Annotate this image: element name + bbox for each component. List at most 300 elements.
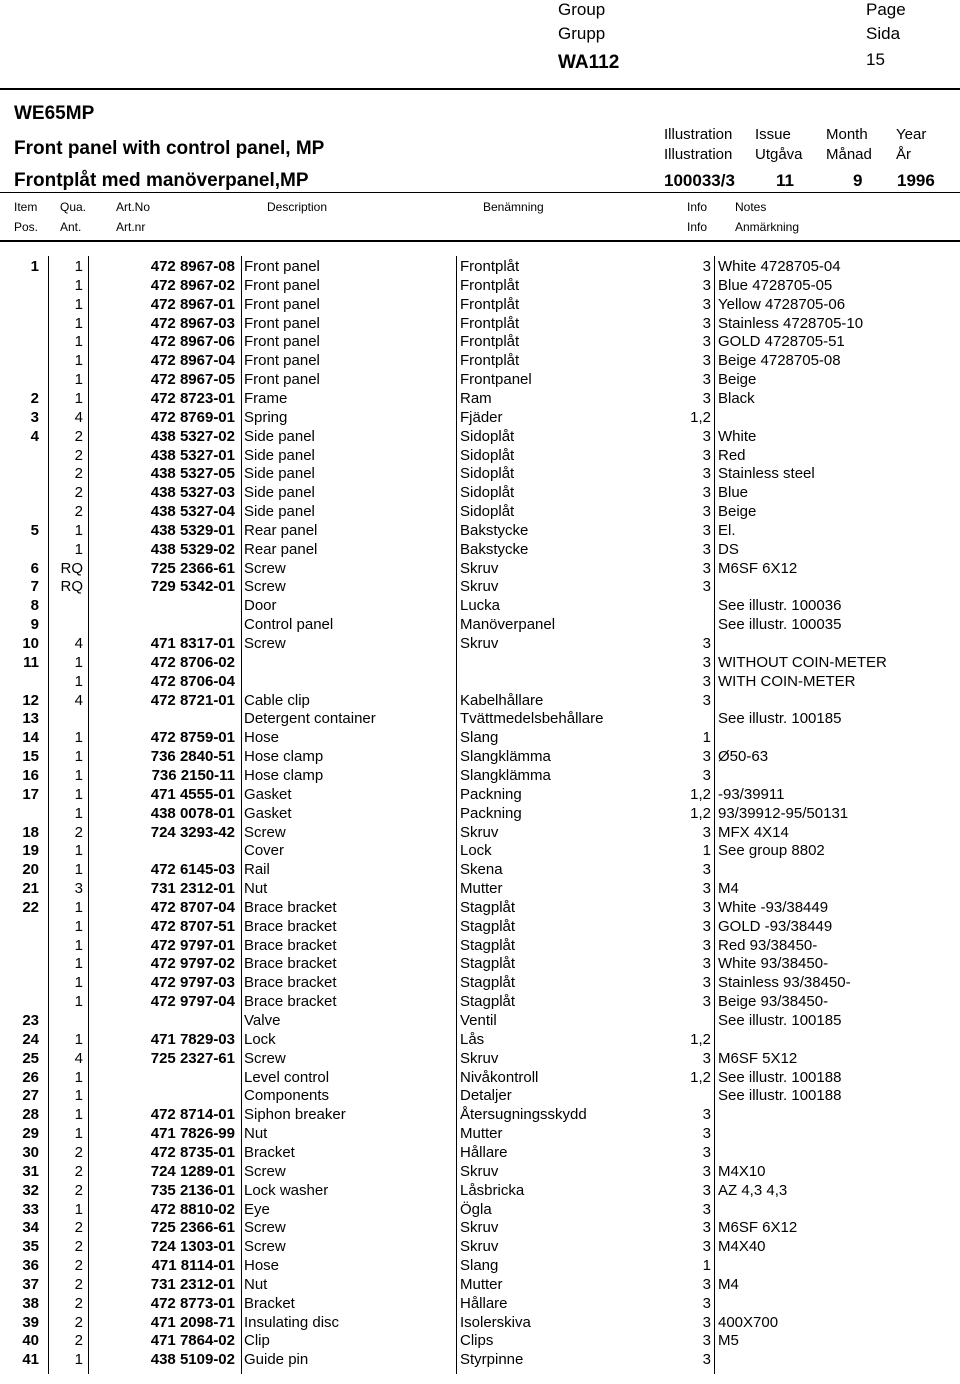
note-cell: AZ 4,3 4,3: [718, 1182, 788, 1199]
article-number-cell: 472 9797-02: [150, 955, 235, 972]
article-number-cell: 724 3293-42: [150, 824, 235, 841]
description-cell: Gasket: [244, 805, 292, 822]
info-cell: 3: [702, 1351, 711, 1368]
benamning-cell: Packning: [460, 805, 522, 822]
article-number-cell: 471 2098-71: [150, 1314, 235, 1331]
item-number-cell: 21: [22, 880, 39, 897]
description-cell: Level control: [244, 1069, 330, 1086]
description-cell: Side panel: [244, 428, 315, 445]
article-number-cell: 731 2312-01: [150, 880, 235, 897]
col-benamning: Benämning: [483, 200, 544, 214]
description-cell: Valve: [244, 1012, 281, 1029]
note-cell: See illustr. 100185: [718, 710, 842, 727]
note-cell: See illustr. 100188: [718, 1069, 842, 1086]
page-number: 15: [866, 50, 885, 69]
item-number-cell: 32: [22, 1182, 39, 1199]
benamning-cell: Skruv: [460, 578, 499, 595]
quantity-cell: 1: [74, 654, 83, 671]
article-number-cell: 471 8317-01: [150, 635, 235, 652]
info-cell: 3: [702, 1163, 711, 1180]
info-cell: 3: [702, 1219, 711, 1236]
quantity-cell: 1: [74, 955, 83, 972]
issue-value: 11: [776, 171, 794, 190]
item-number-cell: 12: [22, 692, 39, 709]
description-cell: Screw: [244, 1050, 286, 1067]
table-row: [0, 1106, 960, 1125]
description-cell: Screw: [244, 560, 286, 577]
article-number-cell: 472 6145-03: [150, 861, 235, 878]
description-cell: Brace bracket: [244, 937, 337, 954]
quantity-cell: 1: [74, 805, 83, 822]
info-cell: 3: [702, 578, 711, 595]
article-number-cell: 472 8707-51: [150, 918, 235, 935]
info-cell: 3: [702, 428, 711, 445]
info-cell: 3: [702, 1182, 711, 1199]
table-row: [0, 729, 960, 748]
group-label-en: Group: [558, 0, 606, 19]
table-row: [0, 1314, 960, 1333]
table-row: [0, 786, 960, 805]
info-cell: 3: [702, 522, 711, 539]
article-number-cell: 438 5327-02: [150, 428, 235, 445]
note-cell: See illustr. 100035: [718, 616, 842, 633]
description-cell: Screw: [244, 824, 286, 841]
description-cell: Front panel: [244, 296, 320, 313]
article-number-cell: 471 8114-01: [151, 1257, 235, 1274]
note-cell: Beige 4728705-08: [718, 352, 841, 369]
item-number-cell: 6: [30, 560, 39, 577]
item-number-cell: 31: [22, 1163, 39, 1180]
description-cell: Control panel: [244, 616, 334, 633]
description-cell: Hose clamp: [244, 767, 324, 784]
note-cell: White 4728705-04: [718, 258, 841, 275]
article-number-cell: 472 8967-02: [150, 277, 235, 294]
benamning-cell: Hållare: [460, 1295, 508, 1312]
item-number-cell: 23: [22, 1012, 39, 1029]
info-cell: 3: [702, 315, 711, 332]
month-label-sv: Månad: [826, 146, 872, 163]
description-cell: Side panel: [244, 484, 315, 501]
quantity-cell: 2: [74, 447, 83, 464]
description-cell: Gasket: [244, 786, 292, 803]
quantity-cell: 2: [74, 1295, 83, 1312]
quantity-cell: RQ: [60, 560, 83, 577]
table-row: [0, 824, 960, 843]
quantity-cell: 1: [74, 315, 83, 332]
quantity-cell: 2: [74, 1163, 83, 1180]
description-cell: Eye: [244, 1201, 270, 1218]
quantity-cell: 2: [74, 824, 83, 841]
info-cell: 3: [702, 692, 711, 709]
info-cell: 3: [702, 974, 711, 991]
col-description: Description: [267, 200, 328, 214]
table-row: [0, 616, 960, 635]
info-cell: 3: [702, 296, 711, 313]
col-info-sv: Info: [687, 220, 708, 234]
quantity-cell: 1: [74, 1031, 83, 1048]
note-cell: Beige: [718, 371, 757, 388]
item-number-cell: 8: [30, 597, 39, 614]
info-cell: 1,2: [690, 1069, 711, 1086]
quantity-cell: 1: [74, 390, 83, 407]
description-cell: Screw: [244, 635, 286, 652]
quantity-cell: 1: [74, 974, 83, 991]
info-cell: 1,2: [690, 1031, 711, 1048]
item-number-cell: 35: [22, 1238, 39, 1255]
item-number-cell: 27: [22, 1087, 39, 1104]
info-cell: 3: [702, 861, 711, 878]
description-cell: Front panel: [244, 315, 320, 332]
description-cell: Door: [244, 597, 277, 614]
month-label-en: Month: [826, 126, 868, 143]
note-cell: Red: [718, 447, 746, 464]
description-cell: Front panel: [244, 371, 320, 388]
article-number-cell: 736 2150-11: [151, 767, 235, 784]
article-number-cell: 725 2327-61: [150, 1050, 235, 1067]
article-number-cell: 472 8714-01: [150, 1106, 235, 1123]
info-cell: 3: [702, 918, 711, 935]
table-row: [0, 842, 960, 861]
benamning-cell: Sidoplåt: [460, 484, 515, 501]
table-row: [0, 955, 960, 974]
item-number-cell: 25: [22, 1050, 39, 1067]
quantity-cell: 1: [74, 1201, 83, 1218]
article-number-cell: 725 2366-61: [150, 560, 235, 577]
article-number-cell: 438 5329-02: [150, 541, 235, 558]
group-label-sv: Grupp: [558, 24, 606, 43]
description-cell: Screw: [244, 1219, 286, 1236]
item-number-cell: 16: [22, 767, 39, 784]
item-number-cell: 37: [22, 1276, 39, 1293]
description-cell: Screw: [244, 1238, 286, 1255]
description-cell: Nut: [244, 1125, 268, 1142]
item-number-cell: 26: [22, 1069, 39, 1086]
table-row: [0, 1332, 960, 1351]
info-cell: 3: [702, 447, 711, 464]
quantity-cell: 2: [74, 1144, 83, 1161]
article-number-cell: 472 8967-08: [150, 258, 235, 275]
benamning-cell: Sidoplåt: [460, 465, 515, 482]
item-number-cell: 33: [22, 1201, 39, 1218]
title-en: Front panel with control panel, MP: [14, 138, 325, 159]
benamning-cell: Frontplåt: [460, 333, 520, 350]
item-number-cell: 9: [30, 616, 39, 633]
article-number-cell: 472 8721-01: [150, 692, 235, 709]
description-cell: Siphon breaker: [244, 1106, 346, 1123]
article-number-cell: 472 8723-01: [150, 390, 235, 407]
article-number-cell: 731 2312-01: [150, 1276, 235, 1293]
table-row: [0, 1144, 960, 1163]
benamning-cell: Återsugningsskydd: [460, 1106, 587, 1123]
quantity-cell: 4: [74, 635, 83, 652]
info-cell: 3: [702, 955, 711, 972]
benamning-cell: Frontplåt: [460, 277, 520, 294]
table-row: [0, 597, 960, 616]
note-cell: Blue: [718, 484, 749, 501]
benamning-cell: Mutter: [460, 1276, 503, 1293]
info-cell: 1,2: [690, 805, 711, 822]
quantity-cell: 1: [74, 333, 83, 350]
table-row: [0, 1182, 960, 1201]
issue-label-sv: Utgåva: [755, 146, 803, 163]
benamning-cell: Ram: [460, 390, 492, 407]
quantity-cell: 2: [74, 484, 83, 501]
info-cell: 3: [702, 333, 711, 350]
benamning-cell: Frontplåt: [460, 352, 520, 369]
info-cell: 3: [702, 371, 711, 388]
description-cell: Brace bracket: [244, 974, 337, 991]
description-cell: Bracket: [244, 1295, 295, 1312]
info-cell: 3: [702, 503, 711, 520]
article-number-cell: 472 8706-02: [150, 654, 235, 671]
note-cell: M6SF 6X12: [718, 1219, 798, 1236]
quantity-cell: 2: [74, 503, 83, 520]
note-cell: WITH COIN-METER: [718, 673, 856, 690]
info-cell: 1,2: [690, 409, 711, 426]
benamning-cell: Skruv: [460, 635, 499, 652]
item-number-cell: 19: [22, 842, 39, 859]
table-row: [0, 974, 960, 993]
benamning-cell: Kabelhållare: [460, 692, 544, 709]
item-number-cell: 15: [22, 748, 39, 765]
article-number-cell: 735 2136-01: [150, 1182, 235, 1199]
description-cell: Front panel: [244, 333, 320, 350]
table-row: [0, 805, 960, 824]
quantity-cell: 1: [74, 861, 83, 878]
article-number-cell: 472 8759-01: [150, 729, 235, 746]
table-row: [0, 277, 960, 296]
description-cell: Side panel: [244, 447, 315, 464]
article-number-cell: 724 1303-01: [150, 1238, 235, 1255]
item-number-cell: 13: [22, 710, 39, 727]
note-cell: Stainless 4728705-10: [718, 315, 864, 332]
info-cell: 3: [702, 673, 711, 690]
description-cell: Screw: [244, 578, 286, 595]
article-number-cell: 472 8773-01: [150, 1295, 235, 1312]
info-cell: 3: [702, 899, 711, 916]
article-number-cell: 471 4555-01: [150, 786, 235, 803]
quantity-cell: 1: [74, 1106, 83, 1123]
benamning-cell: Styrpinne: [460, 1351, 524, 1368]
article-number-cell: 471 7826-99: [150, 1125, 235, 1142]
item-number-cell: 29: [22, 1125, 39, 1142]
quantity-cell: 2: [74, 1238, 83, 1255]
table-row: [0, 710, 960, 729]
table-row: [0, 352, 960, 371]
quantity-cell: 2: [74, 1332, 83, 1349]
title-divider: [0, 192, 960, 193]
item-number-cell: 4: [30, 428, 39, 445]
info-cell: 1: [702, 729, 711, 746]
table-row: [0, 1238, 960, 1257]
note-cell: M6SF 5X12: [718, 1050, 798, 1067]
article-number-cell: 438 5327-01: [150, 447, 235, 464]
info-cell: 3: [702, 748, 711, 765]
benamning-cell: Tvättmedelsbehållare: [460, 710, 604, 727]
table-row: [0, 1125, 960, 1144]
benamning-cell: Skena: [460, 861, 503, 878]
note-cell: Stainless 93/38450-: [718, 974, 851, 991]
col-artnr: Art.nr: [116, 220, 146, 234]
benamning-cell: Stagplåt: [460, 899, 516, 916]
table-row: [0, 1012, 960, 1031]
table-row: [0, 1050, 960, 1069]
info-cell: 3: [702, 560, 711, 577]
benamning-cell: Frontplåt: [460, 315, 520, 332]
note-cell: See illustr. 100185: [718, 1012, 842, 1029]
note-cell: M4X40: [718, 1238, 766, 1255]
quantity-cell: 2: [74, 1314, 83, 1331]
quantity-cell: 2: [74, 1276, 83, 1293]
quantity-cell: 1: [74, 371, 83, 388]
info-cell: 3: [702, 1295, 711, 1312]
col-artno: Art.No: [116, 200, 151, 214]
table-row: [0, 1163, 960, 1182]
header-divider: [0, 240, 960, 242]
benamning-cell: Sidoplåt: [460, 447, 515, 464]
quantity-cell: 2: [74, 428, 83, 445]
description-cell: Lock washer: [244, 1182, 329, 1199]
benamning-cell: Detaljer: [460, 1087, 512, 1104]
article-number-cell: 438 5327-05: [150, 465, 235, 482]
table-row: [0, 692, 960, 711]
description-cell: Guide pin: [244, 1351, 309, 1368]
table-row: [0, 1257, 960, 1276]
description-cell: Nut: [244, 1276, 268, 1293]
article-number-cell: 472 8707-04: [150, 899, 235, 916]
info-cell: 3: [702, 635, 711, 652]
table-row: [0, 654, 960, 673]
benamning-cell: Manöverpanel: [460, 616, 556, 633]
article-number-cell: 472 8735-01: [150, 1144, 235, 1161]
table-row: [0, 371, 960, 390]
table-row: [0, 560, 960, 579]
quantity-cell: 1: [74, 296, 83, 313]
description-cell: Rear panel: [244, 541, 318, 558]
item-number-cell: 22: [22, 899, 39, 916]
quantity-cell: 2: [74, 465, 83, 482]
info-cell: 3: [702, 465, 711, 482]
article-number-cell: 438 5109-02: [150, 1351, 235, 1368]
description-cell: Front panel: [244, 258, 320, 275]
quantity-cell: 1: [74, 842, 83, 859]
quantity-cell: 1: [74, 258, 83, 275]
benamning-cell: Slang: [460, 1257, 499, 1274]
note-cell: See illustr. 100036: [718, 597, 842, 614]
table-row: [0, 673, 960, 692]
description-cell: Nut: [244, 880, 268, 897]
note-cell: M4: [718, 1276, 739, 1293]
article-number-cell: 472 9797-04: [150, 993, 235, 1010]
table-row: [0, 880, 960, 899]
benamning-cell: Stagplåt: [460, 937, 516, 954]
benamning-cell: Frontpanel: [460, 371, 532, 388]
quantity-cell: 1: [74, 993, 83, 1010]
info-cell: 3: [702, 484, 711, 501]
info-cell: 3: [702, 352, 711, 369]
benamning-cell: Slang: [460, 729, 499, 746]
illustration-value: 100033/3: [664, 171, 735, 190]
description-cell: Lock: [244, 1031, 276, 1048]
quantity-cell: 1: [74, 899, 83, 916]
quantity-cell: 4: [74, 1050, 83, 1067]
note-cell: Yellow 4728705-06: [718, 296, 846, 313]
col-info: Info: [687, 200, 708, 214]
description-cell: Rail: [244, 861, 270, 878]
info-cell: 3: [702, 1125, 711, 1142]
group-value: WA112: [558, 52, 620, 73]
benamning-cell: Ventil: [460, 1012, 497, 1029]
description-cell: Clip: [244, 1332, 270, 1349]
table-row: [0, 578, 960, 597]
item-number-cell: 20: [22, 861, 39, 878]
info-cell: 3: [702, 1276, 711, 1293]
table-row: [0, 315, 960, 334]
info-cell: 3: [702, 654, 711, 671]
article-number-cell: 472 8967-01: [150, 296, 235, 313]
description-cell: Rear panel: [244, 522, 318, 539]
note-cell: Blue 4728705-05: [718, 277, 833, 294]
description-cell: Brace bracket: [244, 899, 337, 916]
description-cell: Frame: [244, 390, 288, 407]
info-cell: 3: [702, 258, 711, 275]
quantity-cell: 1: [74, 522, 83, 539]
info-cell: 3: [702, 937, 711, 954]
info-cell: 3: [702, 767, 711, 784]
year-label-sv: År: [896, 146, 911, 163]
table-row: [0, 1351, 960, 1370]
note-cell: 400X700: [718, 1314, 779, 1331]
info-cell: 1: [702, 842, 711, 859]
benamning-cell: Bakstycke: [460, 522, 529, 539]
benamning-cell: Skruv: [460, 1238, 499, 1255]
table-row: [0, 333, 960, 352]
quantity-cell: 1: [74, 1087, 83, 1104]
benamning-cell: Bakstycke: [460, 541, 529, 558]
item-number-cell: 3: [30, 409, 39, 426]
item-number-cell: 30: [22, 1144, 39, 1161]
article-number-cell: 736 2840-51: [150, 748, 235, 765]
article-number-cell: 438 5327-03: [150, 484, 235, 501]
article-number-cell: 724 1289-01: [150, 1163, 235, 1180]
description-cell: Side panel: [244, 503, 315, 520]
quantity-cell: 1: [74, 786, 83, 803]
note-cell: See illustr. 100188: [718, 1087, 842, 1104]
info-cell: 3: [702, 824, 711, 841]
table-row: [0, 296, 960, 315]
benamning-cell: Låsbricka: [460, 1182, 525, 1199]
article-number-cell: 438 5327-04: [150, 503, 235, 520]
benamning-cell: Frontplåt: [460, 258, 520, 275]
item-number-cell: 5: [30, 522, 39, 539]
col-pos: Pos.: [14, 220, 39, 234]
note-cell: DS: [718, 541, 739, 558]
item-number-cell: 14: [22, 729, 39, 746]
quantity-cell: 1: [74, 748, 83, 765]
article-number-cell: 438 5329-01: [150, 522, 235, 539]
benamning-cell: Slangklämma: [460, 767, 551, 784]
article-number-cell: 725 2366-61: [150, 1219, 235, 1236]
item-number-cell: 41: [22, 1351, 39, 1368]
benamning-cell: Packning: [460, 786, 522, 803]
benamning-cell: Frontplåt: [460, 296, 520, 313]
benamning-cell: Skruv: [460, 824, 499, 841]
table-row: [0, 390, 960, 409]
quantity-cell: 1: [74, 1125, 83, 1142]
benamning-cell: Mutter: [460, 1125, 503, 1142]
col-qty: Qua.: [60, 200, 87, 214]
year-label-en: Year: [896, 126, 927, 143]
